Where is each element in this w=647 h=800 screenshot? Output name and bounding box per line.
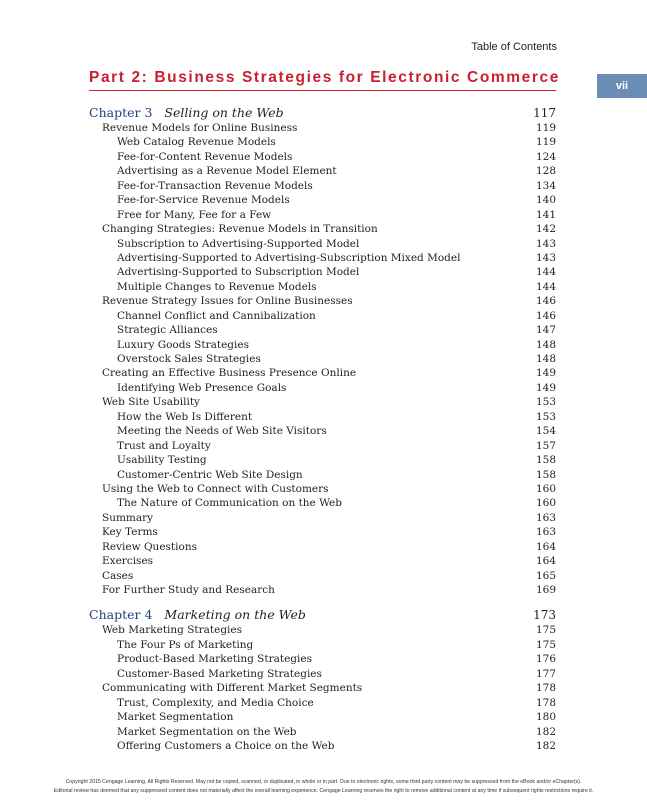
chapter-heading[interactable]: [89, 607, 556, 623]
toc-entry-page-number: 178: [535, 682, 556, 695]
toc-entry-title: Creating an Effective Business Presence Online: [102, 367, 357, 380]
toc-entry-title: Fee-for-Content Revenue Models: [117, 150, 293, 163]
toc-subsection-entry[interactable]: [89, 193, 556, 207]
toc-entry-title: Offering Customers a Choice on the Web: [117, 739, 335, 752]
toc-entry-title: Customer-Centric Web Site Design: [117, 468, 303, 481]
chapter-title: Marketing on the Web: [164, 607, 306, 623]
toc-entry-page-number: 182: [535, 739, 556, 752]
toc-entry-page-number: 154: [535, 425, 556, 438]
toc-subsection-entry[interactable]: [89, 150, 556, 164]
toc-entry-title: Multiple Changes to Revenue Models: [117, 280, 317, 293]
toc-entry-title: Fee-for-Transaction Revenue Models: [117, 179, 313, 192]
toc-entry-title: Web Marketing Strategies: [102, 624, 243, 637]
toc-section-entry[interactable]: [89, 395, 556, 409]
toc-entry-page-number: 141: [535, 208, 556, 221]
toc-section-entry[interactable]: [89, 511, 556, 525]
table-of-contents: [89, 105, 556, 753]
toc-section-entry[interactable]: [89, 121, 556, 135]
part-title-rule: [89, 90, 556, 91]
toc-entry-page-number: 148: [535, 353, 556, 365]
toc-entry-page-number: 147: [535, 324, 556, 337]
toc-entry-title: The Nature of Communication on the Web: [117, 497, 342, 510]
toc-entry-title: Identifying Web Presence Goals: [117, 381, 287, 394]
toc-entry-title: Meeting the Needs of Web Site Visitors: [117, 425, 327, 438]
chapter-heading-text: [89, 607, 306, 623]
toc-entry-page-number: 128: [535, 165, 556, 178]
toc-subsection-entry[interactable]: [89, 638, 556, 652]
toc-entry-title: How the Web Is Different: [117, 410, 253, 423]
toc-subsection-entry[interactable]: [89, 208, 556, 222]
toc-entry-page-number: 119: [535, 122, 556, 134]
toc-entry-title: Advertising-Supported to Advertising-Subscription Mixed Model: [117, 251, 461, 264]
toc-subsection-entry[interactable]: [89, 179, 556, 193]
toc-entry-page-number: 176: [535, 653, 556, 666]
toc-entry-page-number: 160: [535, 497, 556, 510]
toc-entry-title: For Further Study and Research: [102, 584, 275, 596]
toc-entry-page-number: 143: [535, 251, 556, 264]
toc-subsection-entry[interactable]: [89, 251, 556, 265]
toc-entry-page-number: 163: [535, 511, 556, 524]
copyright-footer-line-1: Copyright 2015 Cengage Learning. All Rights Reserved. May not be copied, scanned, or duplicated, in whole or in part. Due to electronic rights, some third party content may be suppressed from the eBook and/or eChapter(s).: [65, 779, 582, 785]
toc-entry-title: Free for Many, Fee for a Few: [117, 208, 272, 221]
toc-entry-page-number: 163: [535, 526, 556, 539]
toc-subsection-entry[interactable]: [89, 135, 556, 149]
toc-entry-title: Revenue Strategy Issues for Online Businesses: [102, 295, 353, 308]
toc-entry-page-number: 142: [535, 223, 556, 236]
toc-entry-page-number: 165: [535, 569, 556, 582]
toc-section-entry[interactable]: [89, 569, 556, 583]
toc-section-entry[interactable]: [89, 623, 556, 637]
toc-section-entry[interactable]: [89, 583, 556, 597]
toc-subsection-entry[interactable]: [89, 410, 556, 424]
toc-entry-title: Usability Testing: [117, 454, 207, 467]
toc-entry-title: Web Catalog Revenue Models: [117, 136, 276, 149]
toc-section-entry[interactable]: [89, 482, 556, 496]
toc-entry-page-number: 160: [535, 482, 556, 495]
toc-entry-title: Cases: [102, 569, 134, 582]
toc-entry-page-number: 157: [535, 439, 556, 452]
toc-entry-title: Advertising as a Revenue Model Element: [117, 165, 337, 178]
toc-entry-title: Market Segmentation: [117, 711, 234, 724]
toc-entry-page-number: 182: [535, 725, 556, 738]
toc-entry-title: Communicating with Different Market Segments: [102, 682, 363, 695]
toc-section-entry[interactable]: [89, 540, 556, 554]
toc-entry-page-number: 144: [535, 280, 556, 293]
toc-subsection-entry[interactable]: [89, 710, 556, 724]
toc-entry-page-number: 164: [535, 540, 556, 553]
toc-subsection-entry[interactable]: [89, 309, 556, 323]
chapter-heading[interactable]: [89, 105, 556, 121]
toc-entry-title: Strategic Alliances: [117, 324, 218, 337]
toc-subsection-entry[interactable]: [89, 338, 556, 352]
toc-entry-page-number: 175: [535, 624, 556, 637]
toc-entry-page-number: 146: [535, 309, 556, 322]
toc-entry-page-number: 140: [535, 194, 556, 207]
page-number-tab: vii: [597, 74, 647, 98]
toc-section-entry[interactable]: [89, 554, 556, 568]
toc-subsection-entry[interactable]: [89, 265, 556, 279]
toc-subsection-entry[interactable]: [89, 280, 556, 294]
chapter-label: Chapter 3: [89, 105, 153, 120]
toc-entry-page-number: 149: [535, 367, 556, 380]
chapter-heading-text: [89, 105, 284, 121]
toc-entry-title: Trust, Complexity, and Media Choice: [117, 696, 314, 709]
toc-entry-page-number: 153: [535, 396, 556, 409]
toc-entry-page-number: 158: [535, 454, 556, 467]
toc-entry-page-number: 144: [535, 266, 556, 279]
toc-subsection-entry[interactable]: [89, 439, 556, 453]
toc-entry-title: Revenue Models for Online Business: [102, 122, 298, 134]
toc-entry-title: Summary: [102, 511, 154, 524]
toc-subsection-entry[interactable]: [89, 468, 556, 482]
running-head: Table of Contents: [471, 41, 557, 53]
toc-entry-page-number: 146: [535, 295, 556, 308]
chapter-label: Chapter 4: [89, 607, 153, 623]
toc-subsection-entry[interactable]: [89, 352, 556, 366]
toc-entry-title: Key Terms: [102, 526, 158, 539]
toc-entry-page-number: 164: [535, 555, 556, 568]
toc-entry-page-number: 124: [535, 150, 556, 163]
toc-entry-title: Fee-for-Service Revenue Models: [117, 194, 290, 207]
copyright-footer-line-2: Editorial review has deemed that any suppressed content does not materially affect the overall learning experience. Cengage Learning reserves the right to remove additional content at any time if subsequent rights restrictions require it.: [53, 788, 594, 794]
toc-entry-title: Channel Conflict and Cannibalization: [117, 309, 316, 322]
toc-entry-page-number: 153: [535, 410, 556, 423]
toc-entry-page-number: 180: [535, 711, 556, 724]
toc-entry-title: Market Segmentation on the Web: [117, 725, 297, 738]
toc-section-entry[interactable]: [89, 525, 556, 539]
chapter-spacer: [89, 597, 556, 607]
toc-entry-title: Trust and Loyalty: [117, 439, 211, 452]
toc-entry-title: Overstock Sales Strategies: [117, 353, 261, 365]
toc-subsection-entry[interactable]: [89, 453, 556, 467]
toc-subsection-entry[interactable]: [89, 323, 556, 337]
toc-subsection-entry[interactable]: [89, 725, 556, 739]
toc-section-entry[interactable]: [89, 681, 556, 695]
toc-entry-title: Customer-Based Marketing Strategies: [117, 667, 322, 680]
toc-entry-title: Changing Strategies: Revenue Models in Transition: [102, 223, 378, 236]
toc-entry-title: Review Questions: [102, 540, 197, 553]
toc-entry-page-number: 134: [535, 179, 556, 192]
toc-entry-title: Advertising-Supported to Subscription Model: [117, 266, 360, 279]
toc-section-entry[interactable]: [89, 222, 556, 236]
toc-entry-title: Exercises: [102, 555, 154, 568]
toc-section-entry[interactable]: [89, 366, 556, 380]
toc-entry-title: Luxury Goods Strategies: [117, 338, 249, 351]
toc-subsection-entry[interactable]: [89, 667, 556, 681]
part-title: Part 2: Business Strategies for Electronic Commerce: [89, 69, 560, 86]
toc-entry-page-number: 149: [535, 381, 556, 394]
toc-subsection-entry[interactable]: [89, 652, 556, 666]
toc-entry-page-number: 148: [535, 338, 556, 351]
toc-subsection-entry[interactable]: [89, 381, 556, 395]
toc-subsection-entry[interactable]: [89, 237, 556, 251]
toc-entry-title: Using the Web to Connect with Customers: [102, 482, 329, 495]
toc-entry-page-number: 158: [535, 468, 556, 481]
toc-entry-title: Web Site Usability: [102, 396, 200, 409]
toc-entry-page-number: 119: [535, 136, 556, 149]
toc-subsection-entry[interactable]: [89, 164, 556, 178]
toc-entry-title: Subscription to Advertising-Supported Model: [117, 237, 360, 250]
toc-entry-page-number: 178: [535, 696, 556, 709]
toc-entry-page-number: 143: [535, 237, 556, 250]
toc-subsection-entry[interactable]: [89, 424, 556, 438]
toc-entry-page-number: 169: [535, 584, 556, 596]
toc-entry-title: Product-Based Marketing Strategies: [117, 653, 312, 666]
toc-subsection-entry[interactable]: [89, 739, 556, 753]
toc-entry-page-number: 175: [535, 638, 556, 651]
chapter-page-number: 173: [533, 608, 556, 623]
toc-section-entry[interactable]: [89, 294, 556, 308]
toc-subsection-entry[interactable]: [89, 496, 556, 510]
toc-entry-title: The Four Ps of Marketing: [117, 638, 254, 651]
toc-entry-page-number: 177: [535, 667, 556, 680]
chapter-page-number: 117: [533, 106, 556, 120]
toc-subsection-entry[interactable]: [89, 696, 556, 710]
chapter-title: Selling on the Web: [164, 105, 284, 120]
